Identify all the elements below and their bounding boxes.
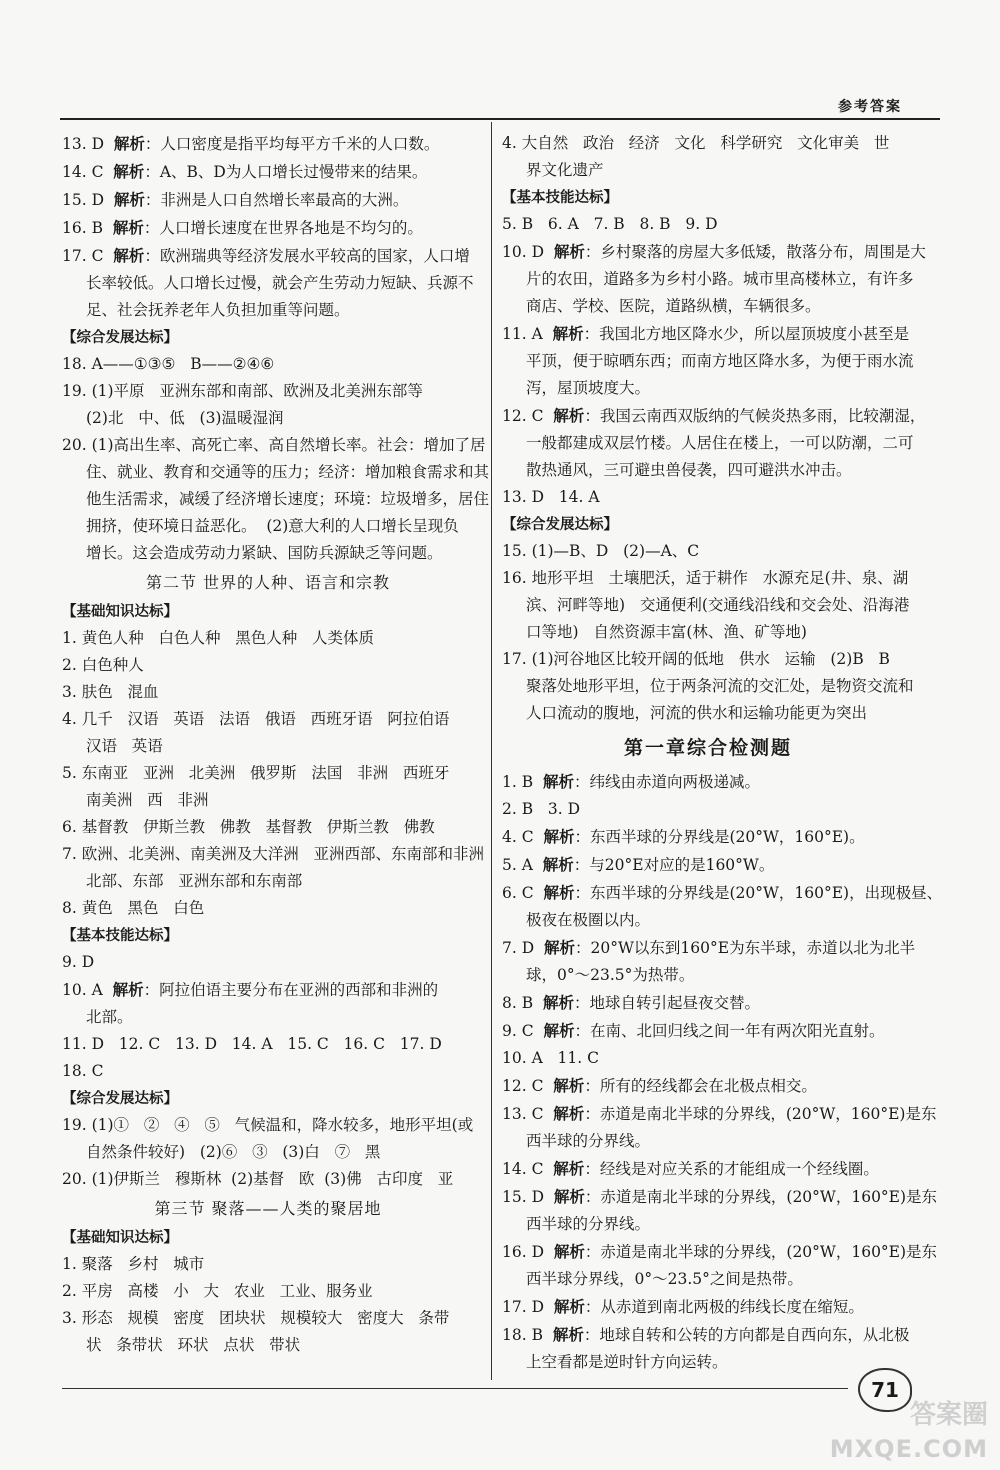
answer-line: 18. A——①③⑤ B——②④⑥ bbox=[62, 355, 275, 373]
section-title: 第二节 世界的人种、语言和宗教 bbox=[145, 573, 391, 592]
answer-line: 19. (1)平原 亚洲东部和南部、欧洲及北美洲东部等 bbox=[62, 382, 423, 400]
continuation-line: 足、社会抚养老年人负担加重等问题。 bbox=[86, 301, 350, 319]
continuation-line: 球，0°～23.5°为热带。 bbox=[526, 966, 695, 984]
answer-line: 4. 大自然 政治 经济 文化 科学研究 文化审美 世 bbox=[502, 134, 890, 152]
analysis-text: ：从赤道到南北两极的纬线长度在缩短。 bbox=[584, 1298, 864, 1316]
answer-number: 12. C bbox=[502, 1077, 544, 1095]
analysis-tag: 解析 bbox=[553, 242, 585, 261]
continuation-line: 商店、学校、医院，道路纵横，车辆很多。 bbox=[526, 297, 821, 315]
watermark-logo-text: 答案圈 bbox=[909, 1400, 988, 1430]
answer-line: 8. 黄色 黑色 白色 bbox=[62, 899, 205, 917]
analysis-tag: 解析 bbox=[542, 993, 574, 1012]
continuation-line: 一般都建成双层竹楼。人居住在楼上，一可以防潮，二可 bbox=[526, 434, 914, 452]
answer-line: 15. (1)—B、D (2)—A、C bbox=[502, 542, 700, 560]
analysis-text: ：人口密度是指平均每平方千米的人口数。 bbox=[144, 135, 440, 153]
analysis-tag: 解析 bbox=[543, 827, 575, 846]
watermark bbox=[828, 1398, 988, 1466]
analysis-tag: 解析 bbox=[542, 855, 574, 874]
answer-line: 20. (1)高出生率、高死亡率、高自然增长率。社会：增加了居 bbox=[62, 436, 486, 454]
analysis-text: ：A、B、D为人口增长过慢带来的结果。 bbox=[144, 163, 428, 181]
watermark-url: MXQE.COM bbox=[829, 1435, 988, 1463]
answer-line: 19. (1)① ② ④ ⑤ 气候温和，降水较多，地形平坦(或 bbox=[62, 1116, 474, 1134]
answer-line: 1. 黄色人种 白色人种 黑色人种 人类体质 bbox=[62, 629, 375, 647]
answer-number: 18. B bbox=[502, 1326, 543, 1344]
analysis-tag: 解析 bbox=[552, 1325, 584, 1344]
continuation-line: 西半球的分界线。 bbox=[526, 1132, 651, 1150]
answer-number: 14. C bbox=[502, 1160, 544, 1178]
analysis-text: ：赤道是南北半球的分界线，(20°W，160°E)是东 bbox=[584, 1188, 938, 1206]
answer-number: 10. D bbox=[502, 243, 545, 261]
answer-line: 11. D 12. C 13. D 14. A 15. C 16. C 17. D bbox=[62, 1035, 442, 1053]
answer-line: 9. D bbox=[62, 953, 95, 971]
answer-line: 3. 形态 规模 密度 团块状 规模较大 密度大 条带 bbox=[62, 1309, 450, 1327]
answer-number: 15. D bbox=[502, 1188, 545, 1206]
answer-line bbox=[62, 976, 474, 1004]
footer-rule bbox=[62, 1388, 848, 1389]
answer-line: 17. (1)河谷地区比较开阔的低地 供水 运输 (2)B B bbox=[502, 650, 890, 668]
answer-line: 10. A 11. C bbox=[502, 1049, 599, 1067]
answer-line bbox=[62, 214, 474, 242]
analysis-text: ：纬线由赤道向两极递减。 bbox=[573, 773, 760, 791]
continuation-line: 口等地) 自然资源丰富(林、渔、矿等地) bbox=[526, 623, 807, 641]
continuation-line: 北部。 bbox=[86, 1008, 133, 1026]
section-label: 【综合发展达标】 bbox=[62, 1090, 178, 1107]
answer-line bbox=[502, 823, 914, 851]
section-label: 【综合发展达标】 bbox=[62, 329, 178, 346]
section-title: 第三节 聚落——人类的聚居地 bbox=[154, 1199, 382, 1218]
answer-line bbox=[62, 130, 474, 158]
analysis-text: ：20°W以东到160°E为东半球，赤道以北为北半 bbox=[575, 939, 916, 957]
answer-number: 14. C bbox=[62, 163, 104, 181]
page-number-badge: 71 bbox=[858, 1368, 912, 1412]
answer-line: 3. 肤色 混血 bbox=[62, 683, 159, 701]
answer-line bbox=[502, 320, 914, 348]
answer-line: 2. 平房 高楼 小 大 农业 工业、服务业 bbox=[62, 1282, 373, 1300]
analysis-text: ：与20°E对应的是160°W。 bbox=[573, 856, 775, 874]
analysis-tag: 解析 bbox=[113, 134, 145, 153]
section-label: 【基础知识达标】 bbox=[62, 1229, 178, 1246]
continuation-line: 北部、东部 亚洲东部和东南部 bbox=[86, 872, 303, 890]
analysis-text: ：赤道是南北半球的分界线，(20°W，160°E)是东 bbox=[584, 1105, 937, 1123]
answer-number: 13. C bbox=[502, 1105, 544, 1123]
answer-number: 17. C bbox=[62, 247, 104, 265]
answer-line bbox=[502, 1238, 938, 1266]
answer-line bbox=[502, 1321, 914, 1349]
answer-line bbox=[62, 242, 474, 270]
answer-line bbox=[62, 158, 474, 186]
continuation-line: (2)北 中、低 (3)温暖湿润 bbox=[86, 409, 284, 427]
continuation-line: 滨、河畔等地) 交通便利(交通线沿线和交会处、沿海港 bbox=[526, 596, 910, 614]
answer-line: 13. D 14. A bbox=[502, 488, 600, 506]
analysis-tag: 解析 bbox=[553, 1187, 585, 1206]
answer-number: 11. A bbox=[502, 325, 543, 343]
answer-line: 5. 东南亚 亚洲 北美洲 俄罗斯 法国 非洲 西班牙 bbox=[62, 764, 450, 782]
section-label: 【综合发展达标】 bbox=[502, 516, 618, 533]
answer-line: 5. B 6. A 7. B 8. B 9. D bbox=[502, 215, 718, 233]
analysis-text: ：地球自转和公转的方向都是自西向东，从北极 bbox=[583, 1326, 910, 1344]
analysis-tag: 解析 bbox=[553, 1159, 585, 1178]
page-header-label: 参考答案 bbox=[838, 99, 902, 115]
analysis-tag: 解析 bbox=[553, 406, 585, 425]
answer-line bbox=[502, 879, 943, 907]
answer-line: 4. 几千 汉语 英语 法语 俄语 西班牙语 阿拉伯语 bbox=[62, 710, 450, 728]
continuation-line: 散热通风，三可避虫兽侵袭，四可避洪水冲击。 bbox=[526, 461, 852, 479]
analysis-tag: 解析 bbox=[553, 1104, 585, 1123]
answer-number: 6. C bbox=[502, 884, 534, 902]
continuation-line: 人口流动的腹地，河流的供水和运输功能更为突出 bbox=[526, 704, 868, 722]
continuation-line: 自然条件较好) (2)⑥ ③ (3)白 ⑦ 黑 bbox=[86, 1143, 381, 1161]
answer-line: 2. 白色种人 bbox=[62, 656, 144, 674]
section-label: 【基础知识达标】 bbox=[62, 603, 178, 620]
answer-line bbox=[502, 934, 914, 962]
analysis-tag: 解析 bbox=[112, 980, 144, 999]
analysis-text: ：地球自转引起昼夜交替。 bbox=[573, 994, 760, 1012]
continuation-line: 上空看都是逆时针方向运转。 bbox=[526, 1353, 728, 1371]
analysis-text: ：我国北方地区降水少，所以屋顶坡度小甚至是 bbox=[583, 325, 910, 343]
answer-line bbox=[502, 851, 914, 879]
analysis-tag: 解析 bbox=[553, 1297, 585, 1316]
analysis-tag: 解析 bbox=[113, 162, 145, 181]
answer-number: 12. C bbox=[502, 407, 544, 425]
analysis-tag: 解析 bbox=[542, 772, 574, 791]
answer-line bbox=[502, 238, 926, 266]
chapter-test-title: 第一章综合检测题 bbox=[623, 737, 792, 759]
answer-line: 20. (1)伊斯兰 穆斯林 (2)基督 欧 (3)佛 古印度 亚 bbox=[62, 1170, 454, 1188]
continuation-line: 汉语 英语 bbox=[86, 737, 163, 755]
analysis-tag: 解析 bbox=[113, 246, 145, 265]
analysis-tag: 解析 bbox=[552, 324, 584, 343]
analysis-text: ：赤道是南北半球的分界线，(20°W，160°E)是东 bbox=[584, 1243, 938, 1261]
answer-line: 7. 欧洲、北美洲、南美洲及大洋洲 亚洲西部、东南部和非洲 bbox=[62, 845, 484, 863]
analysis-text: ：我国云南西双版纳的气候炎热多雨，比较潮湿， bbox=[584, 407, 926, 425]
analysis-text: ：乡村聚落的房屋大多低矮，散落分布，周围是大 bbox=[584, 243, 926, 261]
answer-line: 18. C bbox=[62, 1062, 104, 1080]
continuation-line: 他生活需求，减缓了经济增长速度；环境：垃圾增多，居住 bbox=[86, 490, 490, 508]
continuation-line: 状 条带状 环状 点状 带状 bbox=[86, 1336, 301, 1354]
continuation-line: 片的农田，道路多为乡村小路。城市里高楼林立，有许多 bbox=[526, 270, 914, 288]
answer-number: 10. A bbox=[62, 981, 103, 999]
analysis-tag: 解析 bbox=[113, 190, 145, 209]
analysis-text: ：在南、北回归线之间一年有两次阳光直射。 bbox=[574, 1022, 885, 1040]
answer-line bbox=[502, 1293, 914, 1321]
answer-line: 16. 地形平坦 土壤肥沃，适于耕作 水源充足(井、泉、湖 bbox=[502, 569, 909, 587]
section-label: 【基本技能达标】 bbox=[62, 927, 178, 944]
analysis-tag: 解析 bbox=[543, 1021, 575, 1040]
left-column bbox=[62, 130, 490, 1359]
answer-line bbox=[502, 402, 926, 430]
continuation-line: 拥挤，使环境日益恶化。 (2)意大利的人口增长呈现负 bbox=[86, 517, 459, 535]
analysis-tag: 解析 bbox=[553, 1076, 585, 1095]
answer-line: 2. B 3. D bbox=[502, 800, 581, 818]
continuation-line: 平顶，便于晾晒东西；而南方地区降水多，为便于雨水流 bbox=[526, 352, 914, 370]
answer-number: 13. D bbox=[62, 135, 105, 153]
answer-line: 1. 聚落 乡村 城市 bbox=[62, 1255, 205, 1273]
answer-line bbox=[502, 1072, 914, 1100]
analysis-tag: 解析 bbox=[112, 218, 144, 237]
continuation-line: 住、就业、教育和交通等的压力；经济：增加粮食需求和其 bbox=[86, 463, 490, 481]
analysis-text: ：所有的经线都会在北极点相交。 bbox=[584, 1077, 817, 1095]
continuation-line: 极夜在极圈以内。 bbox=[526, 911, 651, 929]
answer-number: 5. A bbox=[502, 856, 533, 874]
answer-line bbox=[502, 768, 914, 796]
analysis-text: ：非洲是人口自然增长率最高的大洲。 bbox=[144, 191, 409, 209]
answer-number: 17. D bbox=[502, 1298, 545, 1316]
answer-line bbox=[502, 1183, 938, 1211]
analysis-text: ：欧洲瑞典等经济发展水平较高的国家，人口增 bbox=[144, 247, 470, 265]
answer-number: 15. D bbox=[62, 191, 105, 209]
continuation-line: 聚落处地形平坦，位于两条河流的交汇处，是物资交流和 bbox=[526, 677, 914, 695]
analysis-text: ：阿拉伯语主要分布在亚洲的西部和非洲的 bbox=[143, 981, 439, 999]
analysis-tag: 解析 bbox=[553, 1242, 585, 1261]
analysis-text: ：人口增长速度在世界各地是不均匀的。 bbox=[143, 219, 423, 237]
answer-number: 4. C bbox=[502, 828, 534, 846]
analysis-text: ：东西半球的分界线是(20°W，160°E)。 bbox=[574, 828, 865, 846]
continuation-line: 长率较低。人口增长过慢，就会产生劳动力短缺、兵源不 bbox=[86, 274, 474, 292]
answer-number: 16. D bbox=[502, 1243, 545, 1261]
answer-line bbox=[502, 1017, 914, 1045]
answer-number: 1. B bbox=[502, 773, 534, 791]
answer-line bbox=[62, 186, 474, 214]
continuation-line: 西半球的分界线。 bbox=[526, 1215, 651, 1233]
header-rule bbox=[60, 118, 940, 120]
analysis-text: ：东西半球的分界线是(20°W，160°E)，出现极昼、 bbox=[574, 884, 943, 902]
answer-line bbox=[502, 989, 914, 1017]
continuation-line: 泻，屋顶坡度大。 bbox=[526, 379, 651, 397]
answer-line bbox=[502, 1155, 914, 1183]
continuation-line: 西半球分界线，0°～23.5°之间是热带。 bbox=[526, 1270, 803, 1288]
answer-number: 16. B bbox=[62, 219, 103, 237]
analysis-text: ：经线是对应关系的才能组成一个经线圈。 bbox=[584, 1160, 879, 1178]
continuation-line: 南美洲 西 非洲 bbox=[86, 791, 209, 809]
column-divider bbox=[491, 122, 492, 1380]
continuation-line: 增长。这会造成劳动力紧缺、国防兵源缺乏等问题。 bbox=[86, 544, 443, 562]
analysis-tag: 解析 bbox=[544, 938, 576, 957]
answer-line bbox=[502, 1100, 937, 1128]
answer-number: 7. D bbox=[502, 939, 535, 957]
section-label: 【基本技能达标】 bbox=[502, 189, 618, 206]
answer-number: 9. C bbox=[502, 1022, 534, 1040]
right-column bbox=[502, 130, 943, 1376]
continuation-line: 界文化遗产 bbox=[526, 161, 604, 179]
answer-number: 8. B bbox=[502, 994, 534, 1012]
analysis-tag: 解析 bbox=[543, 883, 575, 902]
answer-line: 6. 基督教 伊斯兰教 佛教 基督教 伊斯兰教 佛教 bbox=[62, 818, 435, 836]
